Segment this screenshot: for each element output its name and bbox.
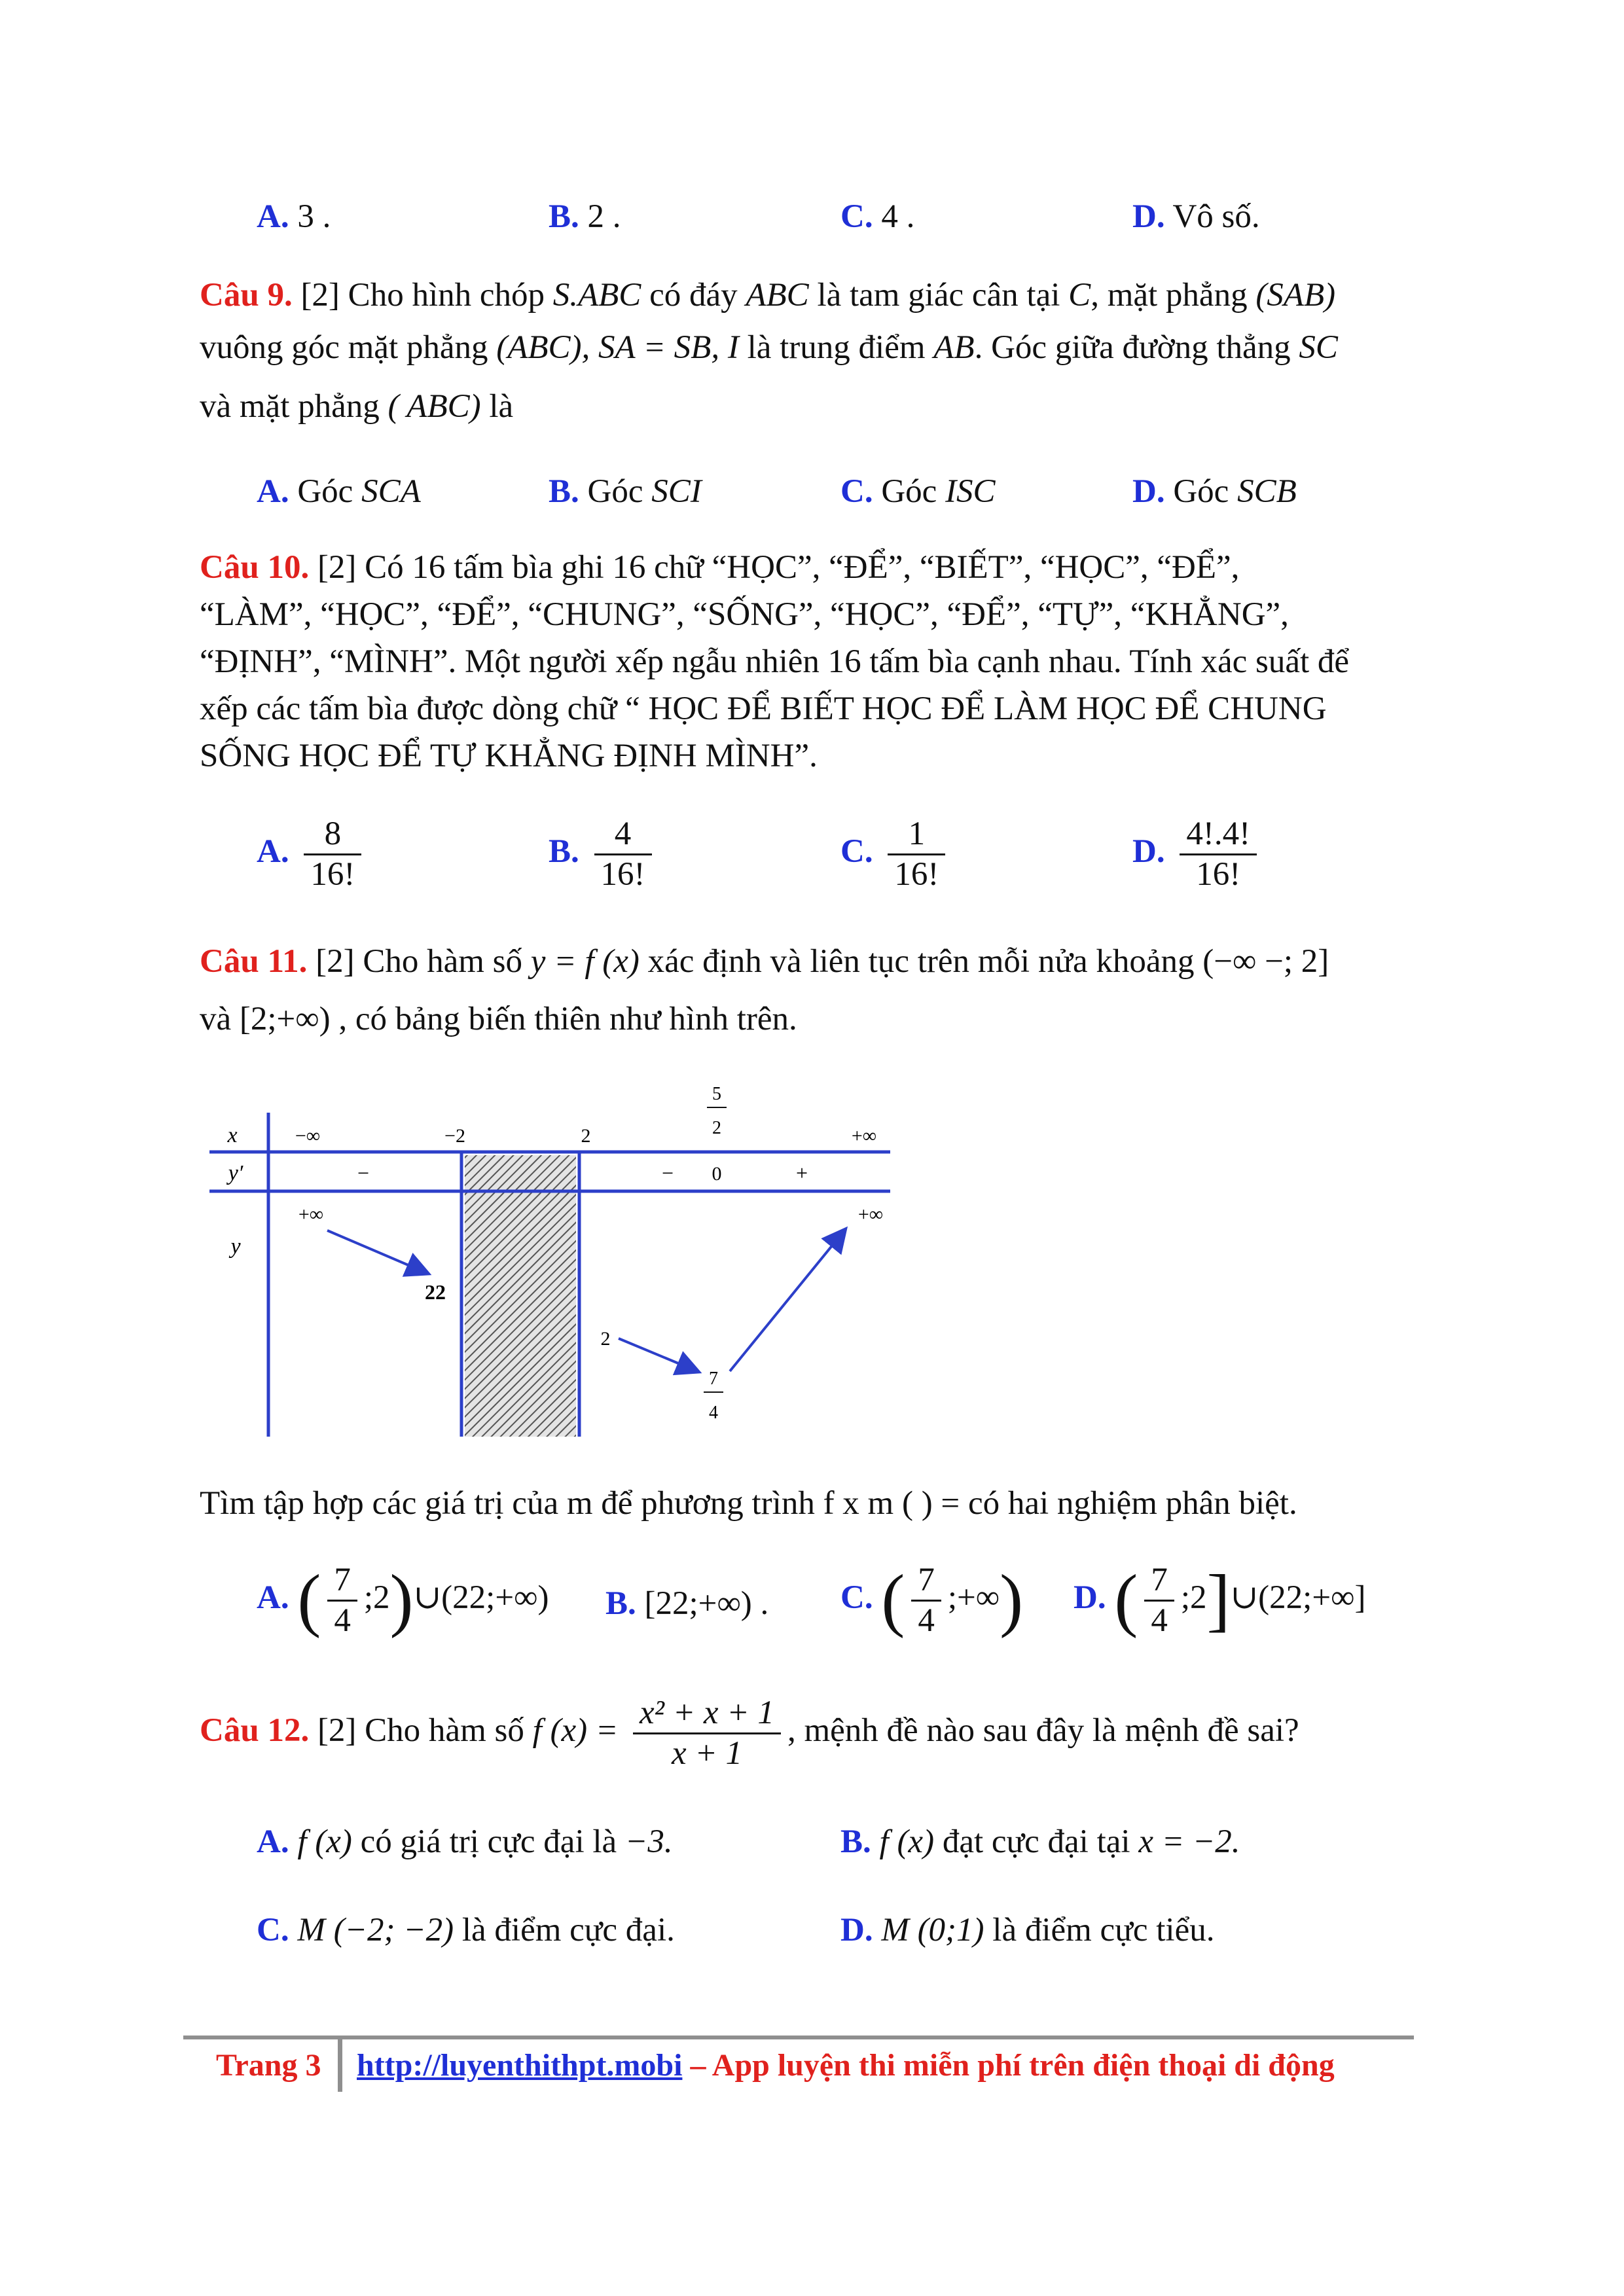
bracket: (	[1114, 1561, 1138, 1640]
q12-text: , mệnh đề nào sau đây là mệnh đề sai?	[787, 1712, 1299, 1749]
q9-option-b-text: Góc	[587, 473, 643, 510]
q9-option-d	[1132, 473, 1297, 511]
x-value: −∞	[295, 1125, 321, 1147]
q11-option-c-label: C.	[840, 1579, 873, 1616]
q8-option-b	[549, 198, 621, 236]
q10-option-a-fraction	[304, 815, 361, 893]
q10-option-c-label: C.	[840, 833, 873, 870]
footer-tagline: – App luyện thi miễn phí trên điện thoại di động	[690, 2048, 1335, 2083]
q12-option-c-text: là điểm cực đại.	[461, 1912, 675, 1948]
q10-option-c-fraction	[888, 815, 945, 893]
q10-line-2: “LÀM”, “HỌC”, “ĐỂ”, “CHUNG”, “SỐNG”, “HỌC”, “ĐỂ”, “TỰ”, “KHẲNG”,	[200, 596, 1289, 633]
q10-line-3: “ĐỊNH”, “MÌNH”. Một người xếp ngẫu nhiên 16 tấm bìa cạnh nhau. Tính xác suất để	[200, 643, 1350, 680]
fraction-denominator: 4	[918, 1602, 935, 1639]
interval-text: ;+∞	[947, 1579, 1000, 1616]
q8-option-d	[1132, 198, 1260, 236]
variation-table	[196, 1073, 903, 1440]
q10-option-d-label: D.	[1132, 833, 1165, 870]
q9-option-b-math: SCI	[651, 473, 702, 510]
yp-zero: 0	[712, 1163, 722, 1185]
q12-fraction	[633, 1694, 781, 1772]
interval-text: ;2	[363, 1579, 390, 1616]
y-value: 2	[600, 1328, 611, 1350]
q12-text: [2] Cho hàm số	[317, 1712, 524, 1749]
q10-line-4: xếp các tấm bìa được dòng chữ “ HỌC ĐỂ BIẾT HỌC ĐỂ LÀM HỌC ĐỂ CHUNG	[200, 691, 1327, 727]
q11-line-1	[200, 942, 1329, 980]
q11-option-d-label: D.	[1074, 1579, 1106, 1616]
q10-option-b-label: B.	[549, 833, 579, 870]
q10-line-1	[200, 548, 1239, 586]
q12-option-a-math: −3.	[624, 1823, 673, 1860]
interval-text: ∪(22;+∞]	[1230, 1579, 1366, 1616]
q9-option-b	[549, 473, 702, 511]
fraction-numerator: 1	[888, 815, 945, 855]
yp-sign: −	[357, 1161, 370, 1185]
footer-link[interactable]: http://luyenthithpt.mobi	[357, 2048, 683, 2083]
fraction-denominator: x + 1	[671, 1734, 743, 1772]
q11-option-b-text: [22;+∞) .	[644, 1585, 769, 1622]
q12-option-b-math: f (x)	[879, 1823, 935, 1860]
q12-option-d-math: M (0;1)	[881, 1912, 984, 1948]
q9-math: ABC	[746, 277, 809, 314]
q8-option-c-label: C.	[840, 198, 873, 235]
q9-text: , mặt phẳng	[1091, 277, 1248, 314]
q9-line-2	[200, 329, 1338, 367]
fraction-denominator: 16!	[600, 855, 645, 893]
q10-option-a-label: A.	[257, 833, 289, 870]
q10-option-d	[1132, 815, 1263, 893]
q11-line-2: và [2;+∞) , có bảng biến thiên như hình trên.	[200, 1001, 797, 1037]
q11-option-d-fraction	[1144, 1561, 1174, 1640]
yp-sign: −	[661, 1161, 674, 1185]
q12-option-c-label: C.	[257, 1912, 289, 1948]
arrow-decreasing-1	[327, 1230, 427, 1273]
q12-option-d	[840, 1911, 1214, 1949]
x-frac-den: 2	[712, 1118, 721, 1138]
q12-option-a-label: A.	[257, 1823, 289, 1860]
q11-option-d	[1074, 1561, 1365, 1640]
footer-divider	[338, 2039, 342, 2092]
q9-option-a-text: Góc	[297, 473, 353, 510]
interval-text: ;2	[1180, 1579, 1207, 1616]
q9-option-c	[840, 473, 996, 511]
q8-option-d-text: Vô số.	[1172, 198, 1260, 235]
q9-option-c-text: Góc	[881, 473, 937, 510]
fraction-denominator: 16!	[1196, 855, 1241, 893]
q12-option-b	[840, 1823, 1240, 1861]
bracket: ]	[1206, 1561, 1231, 1640]
q9-option-b-label: B.	[549, 473, 579, 510]
q11-option-a-label: A.	[257, 1579, 289, 1616]
x-value: 2	[581, 1125, 591, 1147]
fraction-denominator: 4	[1151, 1602, 1168, 1639]
q8-option-b-label: B.	[549, 198, 579, 235]
q11-option-b-label: B.	[605, 1585, 636, 1622]
q9-text: vuông góc mặt phẳng	[200, 329, 488, 366]
q9-text: là	[489, 388, 514, 425]
fraction-numerator: 4!.4!	[1180, 815, 1257, 855]
fraction-numerator: 7	[911, 1561, 941, 1602]
q9-text: Cho hình chóp	[348, 277, 545, 314]
table-x-label: x	[227, 1123, 238, 1147]
q11-option-b	[605, 1585, 768, 1623]
q9-math: SC	[1299, 329, 1338, 366]
q10-number: Câu 10.	[200, 549, 310, 586]
q9-math: ( ABC)	[388, 388, 481, 425]
q9-math: C	[1068, 277, 1091, 314]
y-value: 22	[425, 1280, 446, 1304]
q10-option-b-fraction	[594, 815, 652, 893]
q9-text: là tam giác cân tại	[817, 277, 1060, 314]
fraction-numerator: 7	[327, 1561, 357, 1602]
footer-text-line	[357, 2047, 1335, 2083]
q9-math: S.ABC	[552, 277, 641, 314]
q9-option-a-math: SCA	[361, 473, 421, 510]
q12-option-b-label: B.	[840, 1823, 871, 1860]
q11-number: Câu 11.	[200, 943, 308, 980]
table-y-label: y	[230, 1234, 241, 1259]
q12-option-c-math: M (−2; −2)	[297, 1912, 454, 1948]
arrow-decreasing-2	[619, 1338, 697, 1371]
fraction-numerator: x² + x + 1	[633, 1694, 781, 1734]
q9-math: (ABC), SA = SB, I	[496, 329, 739, 366]
bracket: (	[881, 1561, 905, 1640]
q12-option-b-math: x = −2.	[1138, 1823, 1240, 1860]
q8-option-d-label: D.	[1132, 198, 1165, 235]
y-frac-den: 4	[709, 1403, 718, 1423]
q9-line-1	[200, 276, 1335, 314]
q9-line-3	[200, 387, 513, 425]
y-frac-num: 7	[709, 1369, 718, 1389]
q9-option-d-text: Góc	[1173, 473, 1229, 510]
q8-option-a	[257, 198, 331, 236]
q11-text: xác định và liên tục trên mỗi nửa khoảng (−∞ −; 2]	[647, 943, 1329, 980]
q9-text: có đáy	[649, 277, 738, 314]
q10-option-b	[549, 815, 659, 893]
hatched-region	[465, 1155, 576, 1437]
q8-option-b-text: 2 .	[587, 198, 621, 235]
q11-text: [2] Cho hàm số	[316, 943, 523, 980]
arrow-increasing	[730, 1230, 844, 1371]
q11-option-a-fraction	[327, 1561, 357, 1640]
fraction-denominator: 16!	[894, 855, 939, 893]
q11-question: Tìm tập hợp các giá trị của m để phương trình f x m ( ) = có hai nghiệm phân biệt.	[200, 1485, 1297, 1522]
bracket: )	[389, 1561, 414, 1640]
q11-option-c	[840, 1561, 1023, 1640]
q12-option-d-label: D.	[840, 1912, 873, 1948]
y-value: +∞	[857, 1204, 884, 1225]
q10-option-a	[257, 815, 368, 893]
q9-option-c-label: C.	[840, 473, 873, 510]
q12-number: Câu 12.	[200, 1712, 310, 1749]
x-value: −2	[444, 1125, 465, 1147]
q10-option-d-fraction	[1180, 815, 1257, 893]
q11-option-a	[257, 1561, 549, 1640]
x-value: +∞	[851, 1125, 877, 1147]
q8-option-c-text: 4 .	[881, 198, 915, 235]
bracket: )	[1000, 1561, 1024, 1640]
q9-number: Câu 9.	[200, 277, 293, 314]
q9-math: (SAB)	[1255, 277, 1336, 314]
fraction-denominator: 16!	[310, 855, 355, 893]
table-yp-label: y′	[228, 1161, 244, 1185]
q9-option-a-label: A.	[257, 473, 289, 510]
q9-text: là trung điểm	[747, 329, 926, 366]
q12-option-b-text: đạt cực đại tại	[942, 1823, 1130, 1860]
q12-option-c	[257, 1911, 675, 1949]
x-frac-num: 5	[712, 1084, 721, 1104]
fraction-numerator: 4	[594, 815, 652, 855]
q9-option-d-label: D.	[1132, 473, 1165, 510]
q8-option-a-label: A.	[257, 198, 289, 235]
q12-option-a-math: f (x)	[297, 1823, 352, 1860]
q10-text: [2] Có 16 tấm bìa ghi 16 chữ “HỌC”, “ĐỂ”, “BIẾT”, “HỌC”, “ĐỂ”,	[317, 549, 1240, 586]
q11-option-c-fraction	[911, 1561, 941, 1640]
q12-option-a-text: có giá trị cực đại là	[360, 1823, 617, 1860]
q9-option-c-math: ISC	[945, 473, 996, 510]
q9-option-a	[257, 473, 421, 511]
q12-option-d-text: là điểm cực tiểu.	[992, 1912, 1215, 1948]
q12-line-1	[200, 1694, 1299, 1772]
q9-math: AB	[933, 329, 975, 366]
q11-math: y = f (x)	[530, 943, 640, 980]
interval-text: ∪(22;+∞)	[413, 1579, 549, 1616]
footer-rule	[183, 2036, 1414, 2039]
fraction-numerator: 7	[1144, 1561, 1174, 1602]
fraction-denominator: 4	[334, 1602, 351, 1639]
footer-page-number: Trang 3	[216, 2048, 321, 2083]
q10-line-5: SỐNG HỌC ĐỂ TỰ KHẲNG ĐỊNH MÌNH”.	[200, 738, 818, 774]
y-value: +∞	[298, 1204, 324, 1225]
q9-level: [2]	[300, 277, 340, 314]
q9-text: và mặt phẳng	[200, 388, 380, 425]
q9-option-d-math: SCB	[1237, 473, 1297, 510]
q8-option-a-text: 3 .	[297, 198, 331, 235]
q10-option-c	[840, 815, 952, 893]
fraction-numerator: 8	[304, 815, 361, 855]
bracket: (	[297, 1561, 321, 1640]
q9-text: . Góc giữa đường thẳng	[974, 329, 1291, 366]
q8-option-c	[840, 198, 914, 236]
q12-math: f (x) =	[532, 1712, 619, 1749]
yp-sign: +	[795, 1161, 808, 1185]
q12-option-a	[257, 1823, 673, 1861]
